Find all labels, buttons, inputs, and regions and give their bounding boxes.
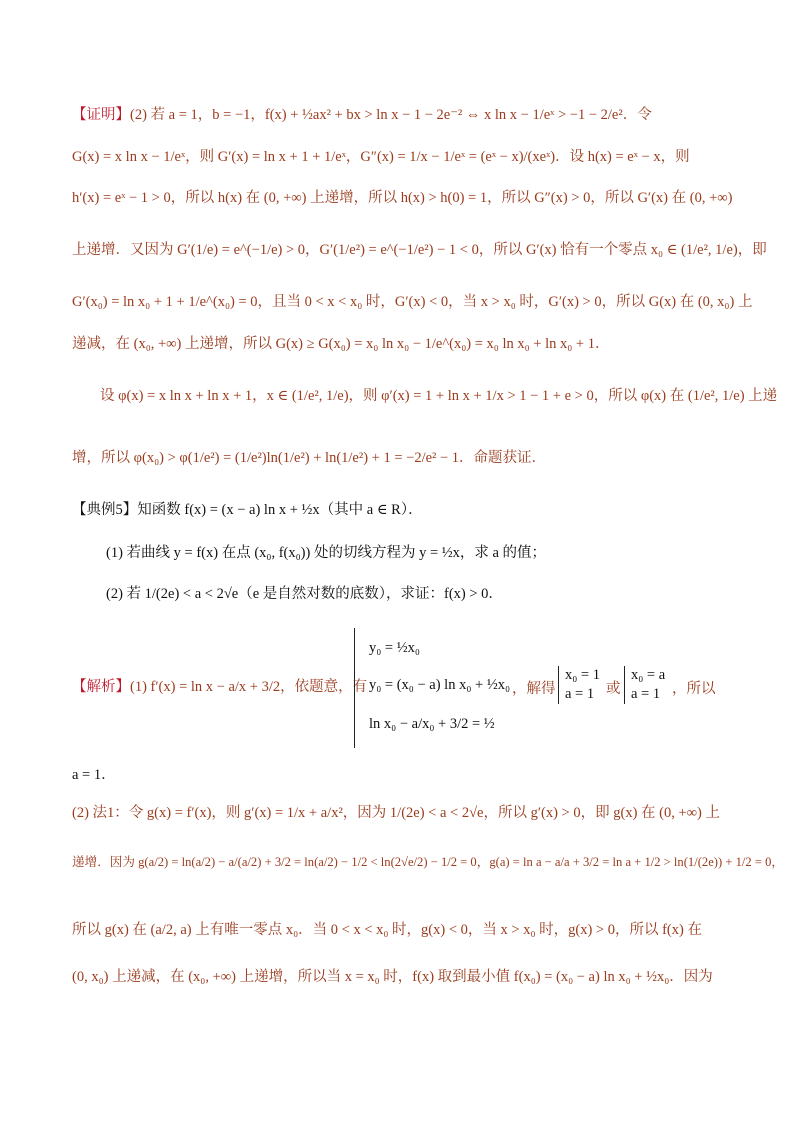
example-tag: 【典例5】 <box>72 502 138 518</box>
or-text: 或 <box>606 681 621 697</box>
solution-set-b: x₀ = a a = 1 <box>624 666 665 704</box>
example-statement: 【典例5】知函数 f(x) = (x − a) ln x + ½x（其中 a ∈ R）． <box>72 502 423 518</box>
proof-line-7: 设 φ(x) = x ln x + ln x + 1，x ∈ (1/e², 1/e)，则 φ′(x) = 1 + ln x + 1/x > 1 − 1 + e > 0，所以 φ(x) 在 (1/e², 1/e) 上递 <box>100 388 778 404</box>
part2-line-1: (2) 法1：令 g(x) = f′(x)，则 g′(x) = 1/x + a/x²，因为 1/(2e) < a < 2√e，所以 g′(x) > 0，即 g(x) 在 (0, +∞) 上 <box>72 805 720 821</box>
equation-system <box>354 628 510 748</box>
system-eq-2: y₀ = (x₀ − a) ln x₀ + ½x₀ <box>369 677 510 693</box>
so-text: ，所以 <box>672 681 716 697</box>
part2-line-4: (0, x₀) 上递减，在 (x₀, +∞) 上递增，所以当 x = x₀ 时，f(x) 取到最小值 f(x₀) = (x₀ − a) ln x₀ + ½x₀．因为 <box>72 969 713 985</box>
example-question-1: (1) 若曲线 y = f(x) 在点 (x₀, f(x₀)) 处的切线方程为 y = ½x，求 a 的值； <box>106 545 547 561</box>
solution-set-a: x₀ = 1 a = 1 <box>558 666 600 704</box>
proof-line-2: G(x) = x ln x − 1/eˣ，则 G′(x) = ln x + 1 + 1/eˣ，G″(x) = 1/x − 1/eˣ = (eˣ − x)/(xeˣ)．设 h(x) = eˣ − x，则 <box>72 149 690 165</box>
solution-tag: 【解析】 <box>72 679 130 695</box>
proof-line-4: 上递增．又因为 G′(1/e) = e^(−1/e) > 0，G′(1/e²) = e^(−1/e²) − 1 < 0，所以 G′(x) 恰有一个零点 x₀ ∈ (1/e², 1/e)，即 <box>72 242 767 258</box>
proof-line-3: h′(x) = eˣ − 1 > 0，所以 h(x) 在 (0, +∞) 上递增，所以 h(x) > h(0) = 1，所以 G″(x) > 0，所以 G′(x) 在 (0, +∞) <box>72 190 733 206</box>
example-question-2: (2) 若 1/(2e) < a < 2√e（e 是自然对数的底数），求证：f(x) > 0． <box>106 586 503 602</box>
system-eq-1: y₀ = ½x₀ <box>369 640 420 656</box>
proof-line-6: 递减，在 (x₀, +∞) 上递增，所以 G(x) ≥ G(x₀) = x₀ ln x₀ − 1/e^(x₀) = x₀ ln x₀ + ln x₀ + 1． <box>72 336 610 352</box>
proof-line-1: 【证明】(2) 若 a = 1，b = −1，f(x) + ½ax² + bx > ln x − 1 − 2e⁻² ⇔ x ln x − 1/eˣ > −1 − 2/e²．令 <box>72 107 652 123</box>
solution-part1: 【解析】(1) f′(x) = ln x − a/x + 3/2，依题意，有 <box>72 679 368 695</box>
system-eq-3: ln x₀ − a/x₀ + 3/2 = ½ <box>369 716 495 732</box>
proof-line-8: 增，所以 φ(x₀) > φ(1/e²) = (1/e²)ln(1/e²) + ln(1/e²) + 1 = −2/e² − 1．命题获证． <box>72 450 547 466</box>
part2-line-2: 递增．因为 g(a/2) = ln(a/2) − a/(a/2) + 3/2 = ln(a/2) − 1/2 < ln(2√e/2) − 1/2 = 0，g(a) = ln a − a/a + 3/2 = ln a + 1/2 > ln(1/(2e)) + 1/2 = 0， <box>72 855 784 869</box>
proof-tag: 【证明】 <box>72 107 130 123</box>
solution-conclusion: a = 1． <box>72 767 116 783</box>
part2-line-3: 所以 g(x) 在 (a/2, a) 上有唯一零点 x₀．当 0 < x < x₀ 时，g(x) < 0，当 x > x₀ 时，g(x) > 0，所以 f(x) 在 <box>72 922 702 938</box>
solve-text: ，解得 <box>512 681 556 697</box>
proof-line-5: G′(x₀) = ln x₀ + 1 + 1/e^(x₀) = 0，且当 0 < x < x₀ 时，G′(x) < 0，当 x > x₀ 时，G′(x) > 0，所以 G(x) 在 (0, x₀) 上 <box>72 294 753 310</box>
